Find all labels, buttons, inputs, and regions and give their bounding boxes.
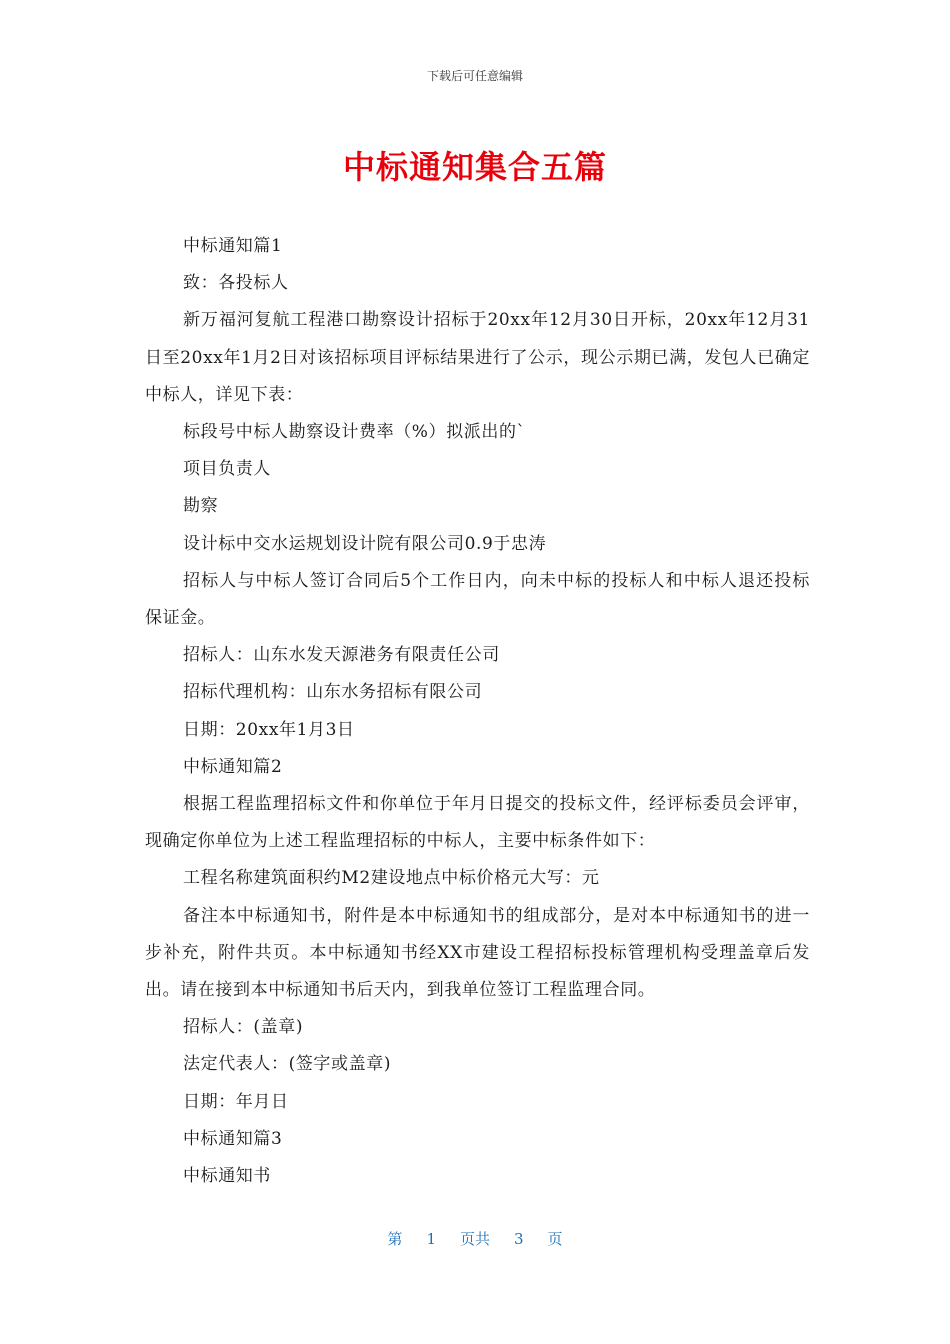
page-label-suffix: 页 [547, 1230, 563, 1248]
paragraph: 备注本中标通知书，附件是本中标通知书的组成部分，是对本中标通知书的进一步补充，附件共页。本中标通知书经XX市建设工程招标投标管理机构受理盖章后发出。请在接到本中标通知书后天内，到我单位签订工程监理合同。 [145, 905, 810, 1001]
document-body [145, 228, 810, 1195]
paragraph: 工程名称建筑面积约M2建设地点中标价格元大写：元 [183, 868, 600, 889]
paragraph: 标段号中标人勘察设计费率（%）拟派出的` [183, 422, 526, 443]
paragraph: 设计标中交水运规划设计院有限公司0.9于忠涛 [183, 533, 547, 554]
page-label-prefix: 第 [387, 1230, 403, 1248]
salutation: 致：各投标人 [183, 273, 289, 294]
paragraph: 勘察 [183, 496, 219, 517]
paragraph: 日期：年月日 [183, 1091, 289, 1112]
page-title: 中标通知集合五篇 [342, 148, 607, 186]
paragraph: 新万福河复航工程港口勘察设计招标于20xx年12月30日开标，20xx年12月31日至20xx年1月2日对该招标项目评标结果进行了公示，现公示期已满，发包人已确定中标人，详见下表： [145, 310, 810, 405]
section-heading-1: 中标通知篇1 [183, 236, 283, 256]
paragraph: 招标代理机构：山东水务招标有限公司 [183, 682, 483, 703]
paragraph: 招标人：(盖章) [183, 1017, 304, 1038]
total-pages: 3 [514, 1230, 524, 1248]
section-heading-3: 中标通知篇3 [183, 1128, 283, 1149]
paragraph: 招标人：山东水发天源港务有限责任公司 [183, 645, 500, 666]
paragraph: 项目负责人 [183, 459, 271, 480]
paragraph: 招标人与中标人签订合同后5个工作日内，向未中标的投标人和中标人退还投标保证金。 [145, 570, 810, 629]
paragraph: 根据工程监理招标文件和你单位于年月日提交的投标文件，经评标委员会评审，现确定你单位为上述工程监理招标的中标人，主要中标条件如下： [145, 794, 810, 852]
current-page: 1 [426, 1230, 436, 1248]
page-number-footer [0, 1228, 950, 1249]
paragraph: 中标通知书 [183, 1166, 271, 1187]
paragraph: 日期：20xx年1月3日 [183, 719, 355, 740]
section-heading-2: 中标通知篇2 [183, 756, 283, 777]
page-label-mid: 页共 [459, 1230, 490, 1248]
paragraph: 法定代表人：(签字或盖章) [183, 1054, 392, 1075]
header-note: 下载后可任意编辑 [426, 69, 523, 83]
